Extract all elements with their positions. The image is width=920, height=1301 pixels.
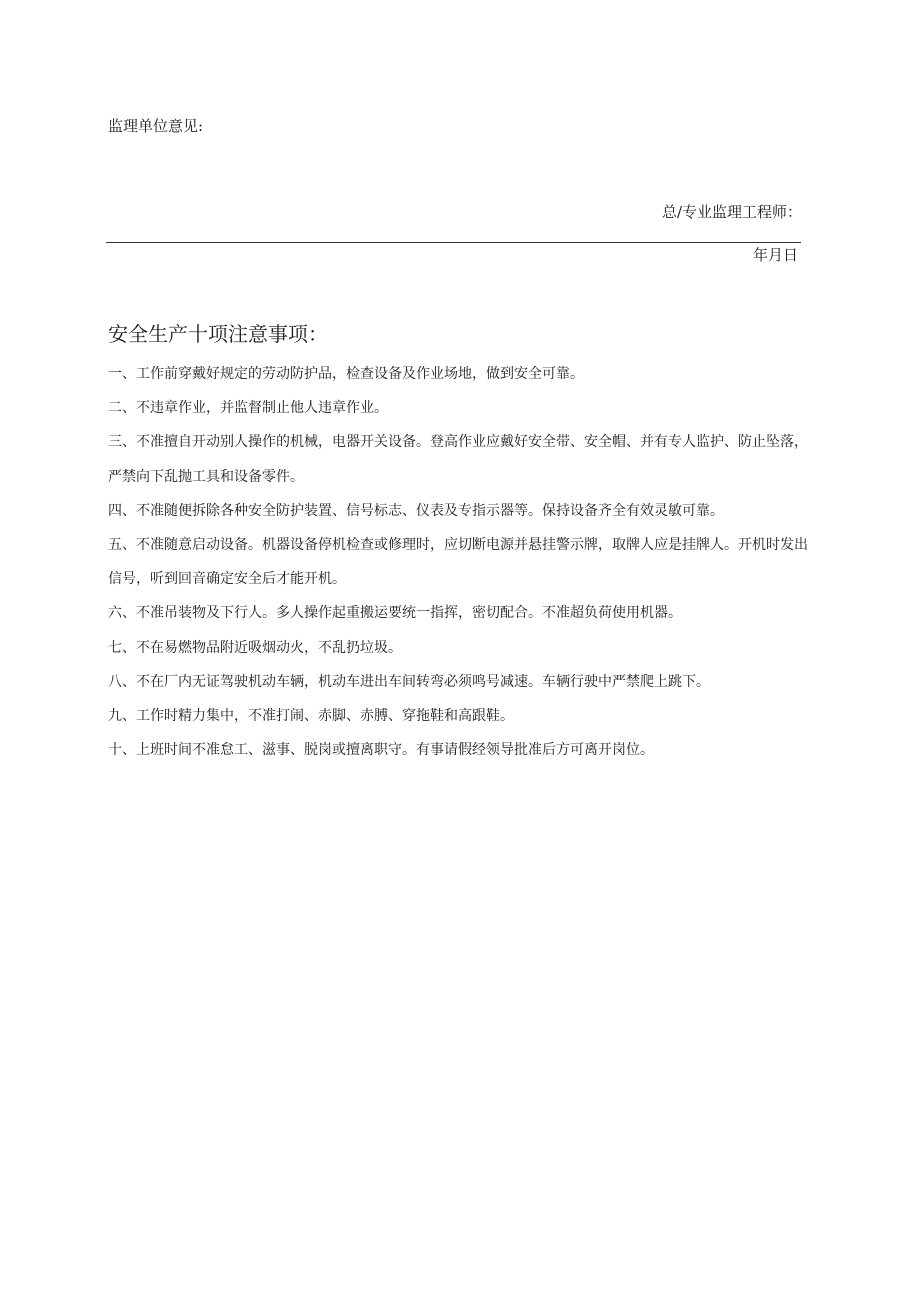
safety-rule-1: 一、工作前穿戴好规定的劳动防护品，检查设备及作业场地，做到安全可靠。 bbox=[108, 366, 584, 382]
safety-rule-8: 八、不在厂内无证驾驶机动车辆，机动车进出车间转弯必须鸣号减速。车辆行驶中严禁爬上跳下。 bbox=[108, 673, 710, 690]
safety-rules-list bbox=[108, 357, 820, 767]
safety-rule-5: 五、不准随意启动设备。机器设备停机检查或修理时，应切断电源并悬挂警示牌，取牌人应是挂牌人。开机时发出信号，听到回音确定安全后才能开机。 bbox=[108, 537, 808, 588]
safety-section-title: 安全生产十项注意事项： bbox=[108, 322, 328, 346]
safety-rule-4: 四、不准随便拆除各种安全防护装置、信号标志、仪表及专指示器等。保持设备齐全有效灵敏可靠。 bbox=[108, 502, 724, 519]
supervision-opinion-label: 监理单位意见: bbox=[108, 117, 204, 135]
engineer-signature-label: 总/专业监理工程师： bbox=[661, 203, 802, 221]
safety-rule-7: 七、不在易燃物品附近吸烟动火，不乱扔垃圾。 bbox=[108, 639, 402, 656]
date-label: 年月日 bbox=[752, 246, 798, 264]
signature-divider bbox=[106, 242, 801, 243]
safety-rule-3: 三、不准擅自开动别人操作的机械，电器开关设备。登高作业应戴好安全带、安全帽、并有专人监护、防止坠落，严禁向下乱抛工具和设备零件。 bbox=[108, 434, 808, 485]
safety-rule-2: 二、不违章作业，并监督制止他人违章作业。 bbox=[108, 400, 388, 417]
safety-rule-10: 十、上班时间不准怠工、滋事、脱岗或擅离职守。有事请假经领导批准后方可离开岗位。 bbox=[108, 742, 654, 759]
safety-rule-9: 九、工作时精力集中，不准打闹、赤脚、赤膊、穿拖鞋和高跟鞋。 bbox=[108, 708, 514, 725]
safety-rule-6: 六、不准吊装物及下行人。多人操作起重搬运要统一指挥，密切配合。不准超负荷使用机器。 bbox=[108, 605, 682, 622]
